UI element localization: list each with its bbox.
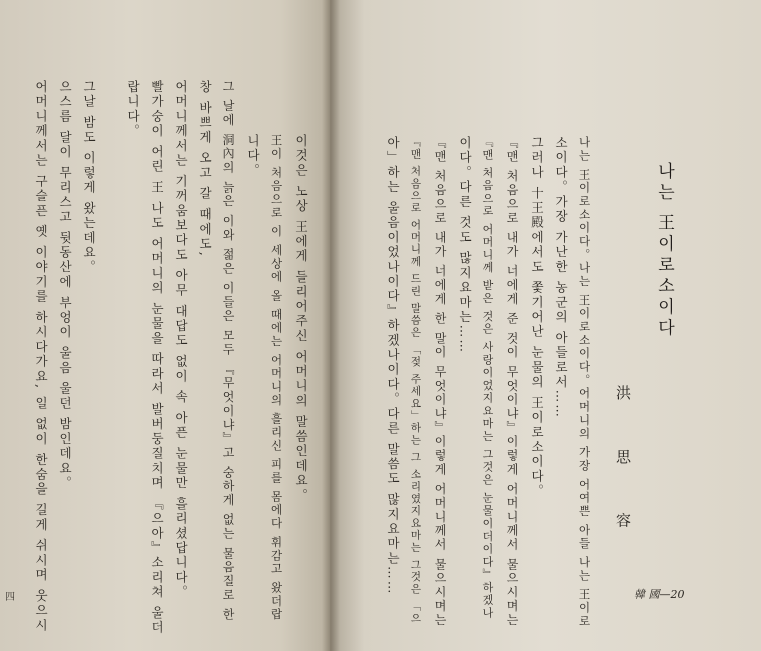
page-number: 韓 國—20 [634, 588, 685, 601]
left-text-column: 으스름 달이 무리스고 뒷동산에 부엉이 울음 울던 밤인데요。 [57, 80, 73, 491]
right-text-column: 『맨 처음으로 내가 너에게 한 말이 무엇이냐』이렇게 어머니께서 물으시며는 [433, 136, 447, 628]
left-text-column: 랍니다。 [125, 80, 141, 139]
left-text-column: 그 날에 洞內의 늙은 이와 젊은 이들은 모두 『무엇이냐』고 숭하게 없는 물음질로 한 [221, 80, 235, 623]
left-text-column: 이것은 노상 王에게 들리어주신 어머니의 말씀인데요。 [293, 134, 309, 503]
left-page [0, 0, 330, 651]
left-text-column: 王이 처음으로 이 세상에 올 때에는 어머니의 흘리신 피를 몸에다 휘감고 왔더랍 [269, 134, 284, 622]
left-text-column: 빨가숭이 어린 王 나도 어머니의 눈물을 따라서 발버둥질치며 『으아』소리쳐 울더 [149, 80, 165, 636]
poem-title: 나는 王이로소이다 [654, 162, 674, 340]
left-text-column: 니다。 [245, 134, 261, 179]
right-text-column: 나는 王이로소이다。나는 王이로소이다。어머니의 가장 어여쁜 아들 나는 王이로 [577, 136, 592, 629]
right-text-column: 『맨 처음으로 어머니께 받은 것은 사랑이었지요마는 그것은 눈물이더이다』하겠나 [481, 136, 494, 620]
right-text-column: 『맨 처음으로 내가 너에게 준 것이 무엇이냐』이렇게 어머니께서 물으시며는 [505, 136, 519, 628]
left-text-column: 그날 밤도 이렇게 왔는데요。 [81, 80, 97, 275]
poem-author: 洪 思 容 [614, 385, 632, 550]
book-gutter [322, 0, 340, 651]
right-text-column: 소이다。가장 가난한 농군의 아들로서…… [553, 136, 569, 420]
page-mark: 四 [5, 592, 15, 603]
left-text-column: 어머니께서는 구슬픈 옛 이야기를 하시다가요, 일 없이 한숨을 길게 쉬시며 웃으시 [33, 80, 49, 634]
right-text-column: 그러나 十王殿에서도 쫓기어난 눈물의 王이로소이다。 [529, 136, 545, 499]
left-text-column: 어머니께서는 기꺼움보다도 아무 대답도 없이 속 아픈 눈물만 흘리셨답니다。 [173, 80, 189, 600]
right-text-column: 이다。다른 것도 많지요마는…… [457, 136, 473, 355]
left-text-column: 창 바쁘게 오고 갈 때에도, [197, 80, 213, 258]
right-text-column: 아」하는 울음이었나이다』하겠나이다。다른 말씀도 많지요마는…… [385, 136, 401, 596]
right-text-column: 『맨 처음으로 어머니께 드린 말씀은 「젖 주세요」하는 그 소리였지요마는 그것은 「으 [409, 136, 422, 625]
